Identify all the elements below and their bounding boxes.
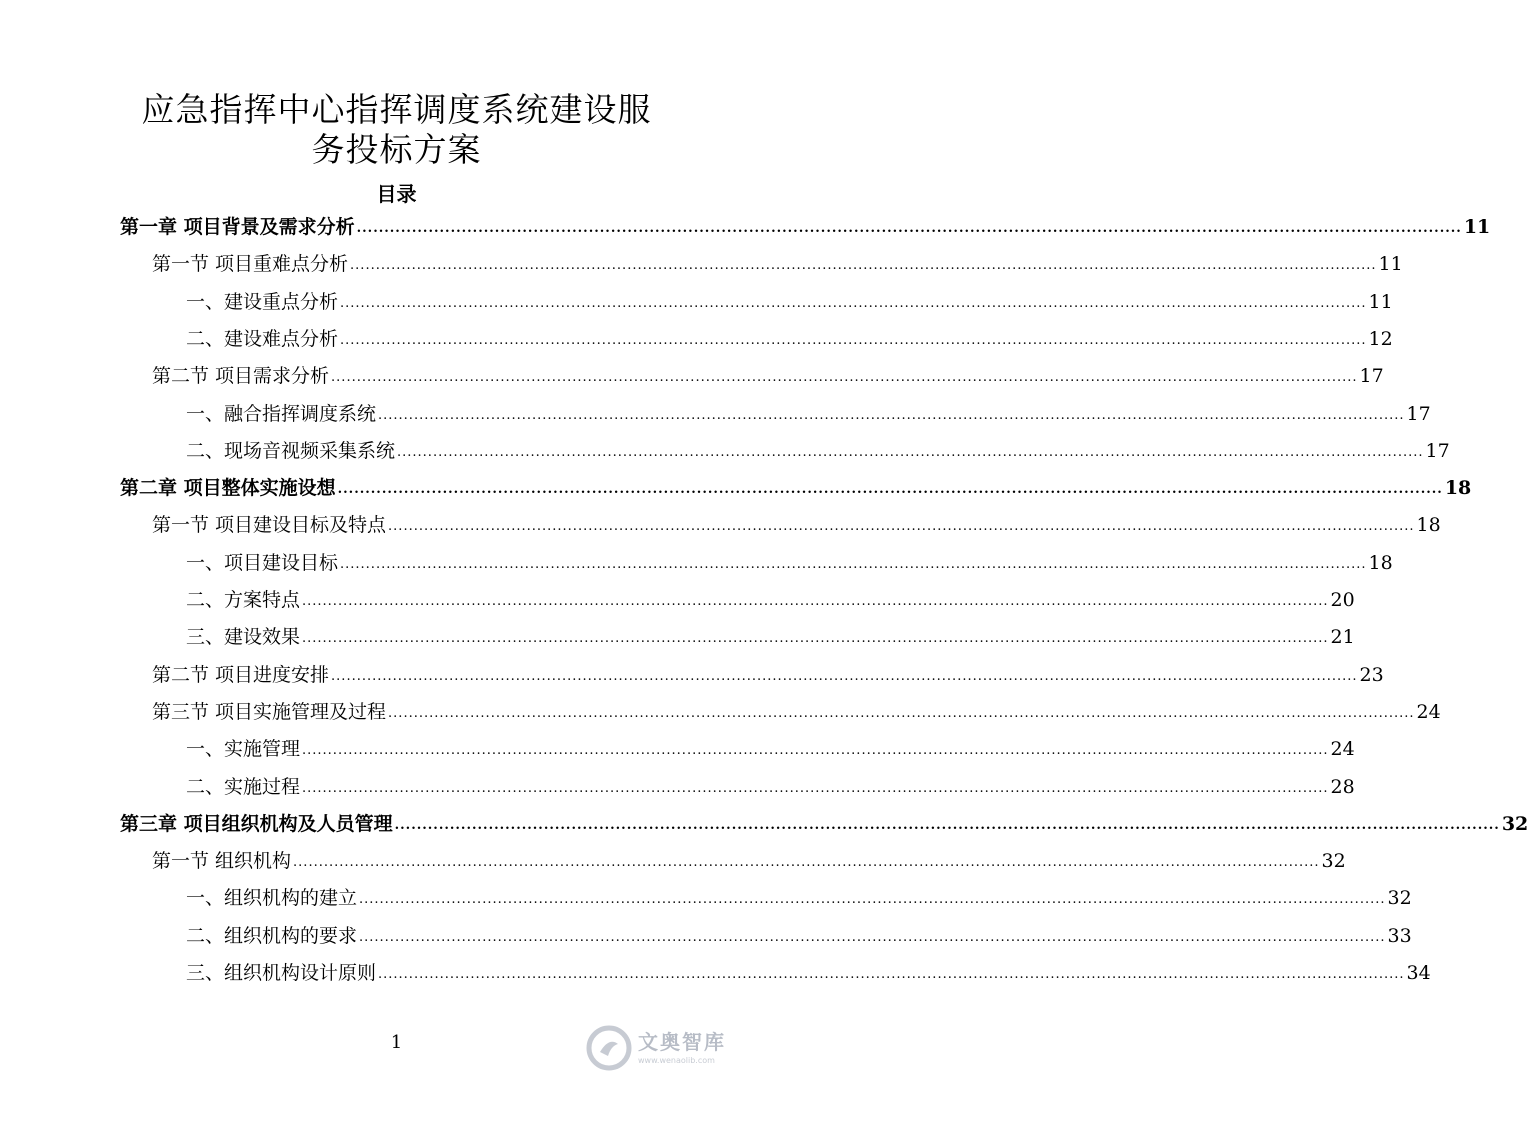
document-title	[0, 90, 793, 170]
watermark-name: 文奥智库	[638, 1030, 726, 1054]
toc-entry-label: 三、建设效果	[186, 626, 301, 648]
toc-entry-page: 11	[1463, 216, 1491, 238]
page-number: 1	[390, 1032, 403, 1053]
toc-entry-item[interactable]	[186, 548, 1393, 578]
toc-entry-page: 33	[1387, 925, 1412, 947]
toc-entry-page: 11	[1378, 253, 1403, 275]
toc-entry-item[interactable]	[186, 921, 1412, 951]
toc-entry-page: 20	[1330, 589, 1355, 611]
toc-dot-leader: ........................................................................................................................................................................................................	[337, 482, 1443, 497]
toc-dot-leader: ........................................................................................................................................................................................................	[388, 706, 1415, 721]
toc-entry-label: 三、组织机构设计原则	[186, 962, 377, 984]
toc-entry-section[interactable]	[152, 846, 1346, 876]
toc-dot-leader: ........................................................................................................................................................................................................	[388, 519, 1415, 534]
toc-entry-section[interactable]	[152, 697, 1441, 727]
toc-entry-item[interactable]	[186, 436, 1450, 466]
toc-dot-leader: ........................................................................................................................................................................................................	[302, 781, 1329, 796]
toc-entry-page: 17	[1359, 365, 1384, 387]
toc-entry-chapter[interactable]	[120, 212, 1491, 242]
toc-dot-leader: ........................................................................................................................................................................................................	[293, 855, 1320, 870]
toc-entry-section[interactable]	[152, 510, 1441, 540]
toc-dot-leader: ........................................................................................................................................................................................................	[340, 557, 1367, 572]
toc-dot-leader: ........................................................................................................................................................................................................	[302, 631, 1329, 646]
toc-entry-item[interactable]	[186, 622, 1355, 652]
toc-entry-label: 二、现场音视频采集系统	[186, 440, 396, 462]
toc-entry-section[interactable]	[152, 660, 1384, 690]
toc-dot-leader: ........................................................................................................................................................................................................	[356, 221, 1462, 236]
toc-dot-leader: ........................................................................................................................................................................................................	[397, 445, 1424, 460]
toc-entry-page: 18	[1444, 477, 1472, 499]
toc-entry-page: 17	[1425, 440, 1450, 462]
toc-entry-label: 第二节 项目进度安排	[152, 664, 330, 686]
title-line-1: 应急指挥中心指挥调度系统建设服	[141, 90, 652, 129]
toc-heading: 目录	[376, 182, 417, 206]
toc-entry-page: 11	[1368, 291, 1393, 313]
toc-entry-label: 一、组织机构的建立	[186, 887, 358, 909]
toc-entry-chapter[interactable]	[120, 809, 1528, 839]
toc-entry-page: 24	[1416, 701, 1441, 723]
toc-entry-section[interactable]	[152, 361, 1384, 391]
toc-dot-leader: ........................................................................................................................................................................................................	[302, 743, 1329, 758]
toc-dot-leader: ........................................................................................................................................................................................................	[302, 594, 1329, 609]
toc-entry-page: 17	[1406, 403, 1431, 425]
toc-dot-leader: ........................................................................................................................................................................................................	[331, 370, 1358, 385]
toc-entry-page: 21	[1330, 626, 1355, 648]
toc-entry-page: 32	[1321, 850, 1346, 872]
toc-entry-page: 32	[1387, 887, 1412, 909]
watermark-logo	[586, 1019, 766, 1077]
toc-entry-label: 一、项目建设目标	[186, 552, 339, 574]
toc-entry-label: 二、方案特点	[186, 589, 301, 611]
toc-entry-label: 第三节 项目实施管理及过程	[152, 701, 387, 723]
toc-entry-section[interactable]	[152, 249, 1403, 279]
toc-entry-item[interactable]	[186, 399, 1431, 429]
toc-entry-label: 第二章 项目整体实施设想	[120, 477, 336, 499]
toc-entry-item[interactable]	[186, 585, 1355, 615]
toc-dot-leader: ........................................................................................................................................................................................................	[394, 818, 1500, 833]
toc-dot-leader: ........................................................................................................................................................................................................	[331, 669, 1358, 684]
toc-dot-leader: ........................................................................................................................................................................................................	[340, 296, 1367, 311]
toc-entry-page: 12	[1368, 328, 1393, 350]
toc-entry-item[interactable]	[186, 324, 1393, 354]
toc-dot-leader: ........................................................................................................................................................................................................	[378, 408, 1405, 423]
toc-dot-leader: ........................................................................................................................................................................................................	[378, 967, 1405, 982]
title-line-2: 务投标方案	[311, 130, 482, 169]
toc-entry-page: 34	[1406, 962, 1431, 984]
toc-entry-label: 第一节 项目建设目标及特点	[152, 514, 387, 536]
toc-entry-page: 24	[1330, 738, 1355, 760]
toc-entry-label: 第一节 项目重难点分析	[152, 253, 349, 275]
toc-entry-label: 一、融合指挥调度系统	[186, 403, 377, 425]
toc-entry-label: 二、组织机构的要求	[186, 925, 358, 947]
toc-dot-leader: ........................................................................................................................................................................................................	[340, 333, 1367, 348]
toc-entry-label: 第三章 项目组织机构及人员管理	[120, 813, 393, 835]
toc-entry-label: 第一章 项目背景及需求分析	[120, 216, 355, 238]
toc-entry-label: 一、实施管理	[186, 738, 301, 760]
watermark-icon	[586, 1025, 632, 1071]
watermark-site: www.wenaolib.com	[638, 1056, 715, 1065]
toc-entry-item[interactable]	[186, 883, 1412, 913]
toc-entry-item[interactable]	[186, 958, 1431, 988]
toc-entry-label: 第二节 项目需求分析	[152, 365, 330, 387]
toc-dot-leader: ........................................................................................................................................................................................................	[359, 930, 1386, 945]
toc-entry-label: 二、建设难点分析	[186, 328, 339, 350]
toc-entry-item[interactable]	[186, 734, 1355, 764]
toc-entry-label: 二、实施过程	[186, 776, 301, 798]
toc-entry-page: 32	[1501, 813, 1528, 835]
toc-entry-page: 23	[1359, 664, 1384, 686]
toc-entry-page: 28	[1330, 776, 1355, 798]
toc-entry-item[interactable]	[186, 772, 1355, 802]
toc-dot-leader: ........................................................................................................................................................................................................	[350, 258, 1377, 273]
toc-entry-page: 18	[1368, 552, 1393, 574]
toc-entry-item[interactable]	[186, 287, 1393, 317]
toc-entry-label: 一、建设重点分析	[186, 291, 339, 313]
toc-entry-label: 第一节 组织机构	[152, 850, 292, 872]
toc-entry-chapter[interactable]	[120, 473, 1472, 503]
toc-dot-leader: ........................................................................................................................................................................................................	[359, 892, 1386, 907]
toc-entry-page: 18	[1416, 514, 1441, 536]
